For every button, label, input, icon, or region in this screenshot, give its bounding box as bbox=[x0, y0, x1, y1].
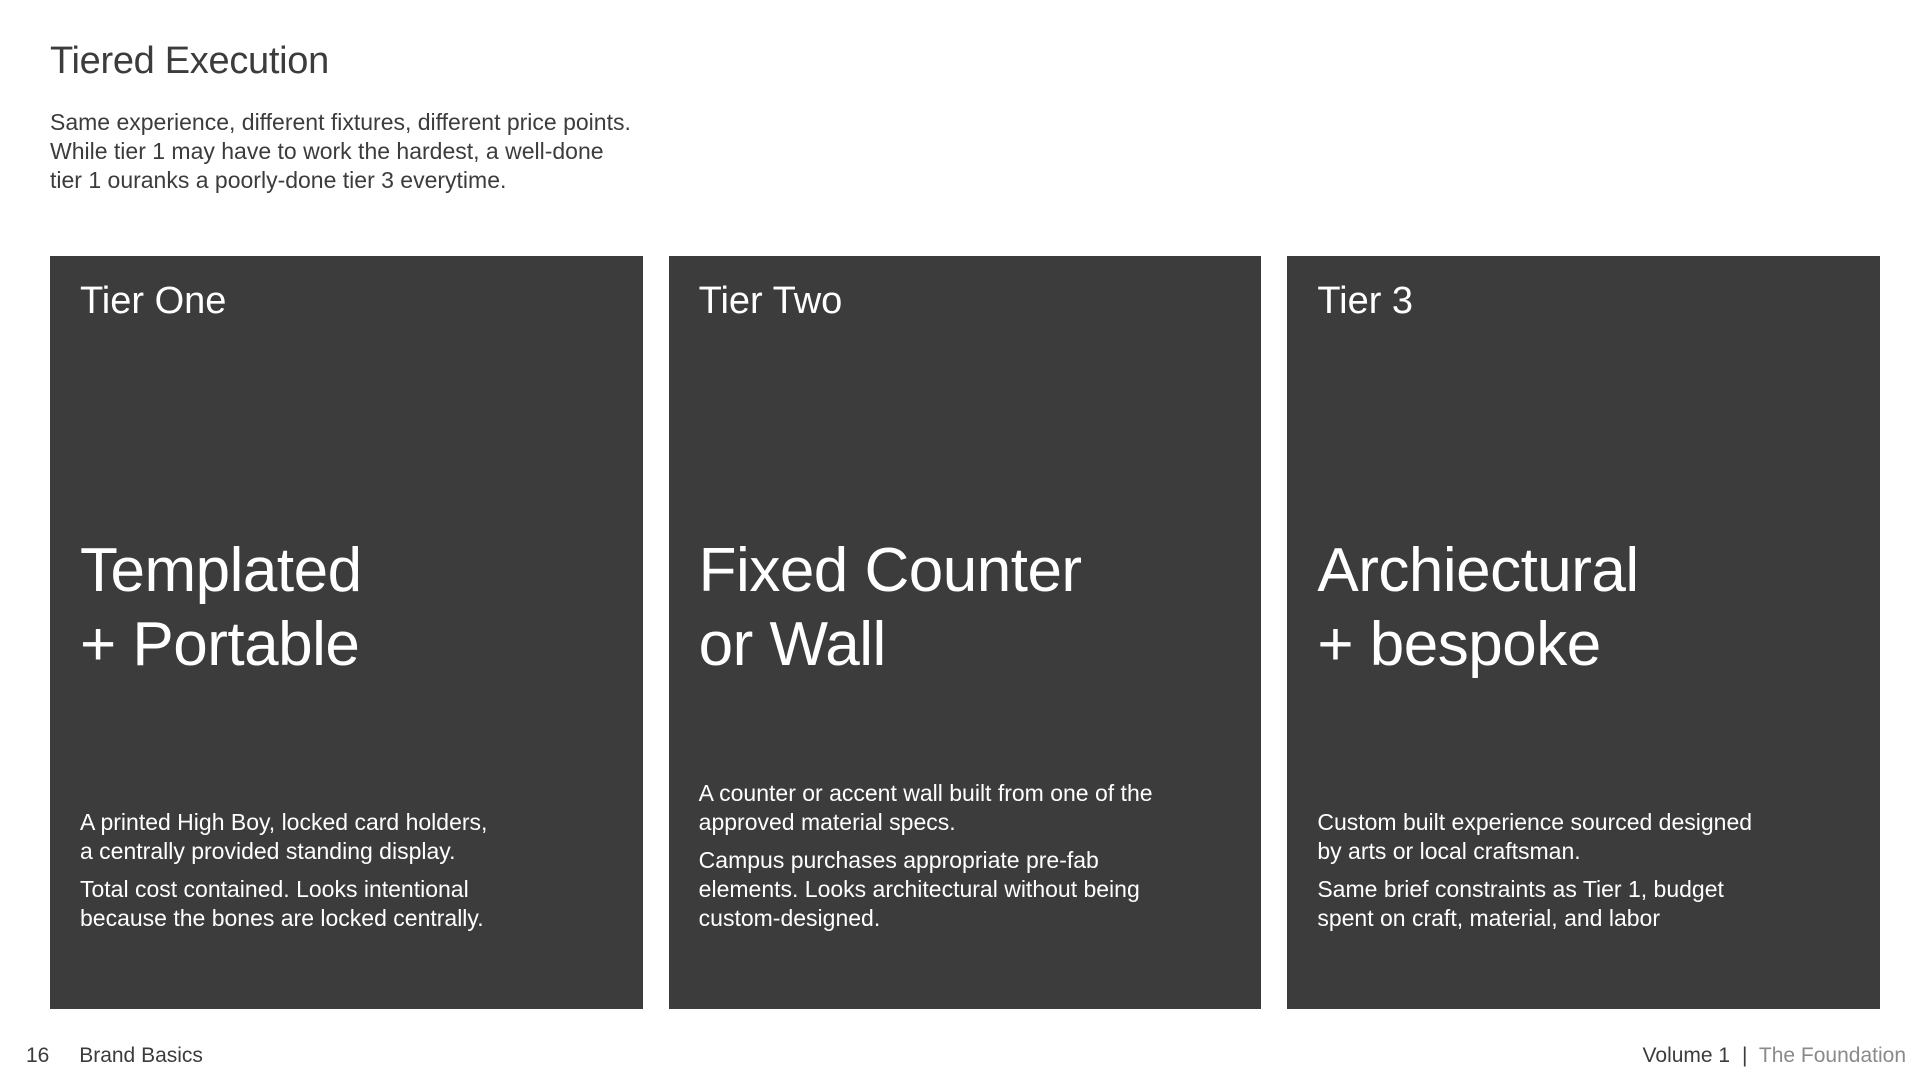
tier-card-two bbox=[669, 256, 1262, 1009]
tier-description bbox=[80, 808, 619, 933]
footer-right bbox=[1643, 1044, 1906, 1068]
tier-description bbox=[1317, 808, 1856, 933]
footer-separator: | bbox=[1741, 1044, 1748, 1067]
tier-paragraph bbox=[1317, 808, 1856, 866]
tier-headline-line: + bespoke bbox=[1317, 610, 1601, 679]
intro-text bbox=[50, 108, 690, 195]
footer-left bbox=[26, 1044, 203, 1068]
tier-headline-line: Archiectural bbox=[1317, 536, 1639, 605]
section-name: Brand Basics bbox=[79, 1044, 203, 1067]
page-title: Tiered Execution bbox=[50, 40, 329, 82]
tier-paragraph bbox=[699, 779, 1238, 837]
tier-paragraph-line: elements. Looks architectural without being bbox=[698, 876, 1140, 902]
tier-paragraph-line: spent on craft, material, and labor bbox=[1317, 905, 1660, 931]
page-number: 16 bbox=[26, 1044, 50, 1067]
tier-paragraph-line: custom-designed. bbox=[698, 905, 881, 931]
tier-description bbox=[699, 779, 1238, 933]
tier-cards bbox=[50, 256, 1880, 1009]
tier-headline-line: + Portable bbox=[80, 610, 360, 679]
tier-paragraph-line: A counter or accent wall built from one of the bbox=[698, 780, 1153, 806]
volume-label: Volume 1 bbox=[1642, 1044, 1731, 1067]
tier-headline-line: Fixed Counter bbox=[698, 536, 1082, 605]
tier-paragraph bbox=[80, 875, 619, 933]
volume-subtitle: The Foundation bbox=[1758, 1044, 1906, 1067]
tier-card-three bbox=[1287, 256, 1880, 1009]
tier-headline bbox=[80, 534, 362, 682]
tier-paragraph bbox=[699, 846, 1238, 933]
tier-label: Tier Two bbox=[698, 280, 843, 322]
tier-paragraph-line: Same brief constraints as Tier 1, budget bbox=[1317, 876, 1724, 902]
tier-paragraph-line: by arts or local craftsman. bbox=[1317, 838, 1581, 864]
intro-line: While tier 1 may have to work the hardest, a well-done bbox=[50, 138, 604, 164]
tier-headline bbox=[1317, 534, 1638, 682]
tier-paragraph-line: a centrally provided standing display. bbox=[80, 838, 456, 864]
tier-card-one bbox=[50, 256, 643, 1009]
tier-paragraph-line: Total cost contained. Looks intentional bbox=[80, 876, 469, 902]
intro-line: Same experience, different fixtures, different price points. bbox=[50, 109, 631, 135]
tier-paragraph-line: because the bones are locked centrally. bbox=[80, 905, 484, 931]
tier-paragraph-line: approved material specs. bbox=[698, 809, 956, 835]
tier-headline-line: Templated bbox=[80, 536, 362, 605]
tier-label: Tier 3 bbox=[1317, 280, 1414, 322]
intro-line: tier 1 ouranks a poorly-done tier 3 everytime. bbox=[50, 167, 507, 193]
tier-label: Tier One bbox=[80, 280, 227, 322]
tier-paragraph bbox=[80, 808, 619, 866]
tier-headline-line: or Wall bbox=[698, 610, 886, 679]
tier-headline bbox=[699, 534, 1082, 682]
tier-paragraph-line: Campus purchases appropriate pre-fab bbox=[698, 847, 1099, 873]
tier-paragraph bbox=[1317, 875, 1856, 933]
tier-paragraph-line: A printed High Boy, locked card holders, bbox=[80, 809, 488, 835]
tier-paragraph-line: Custom built experience sourced designed bbox=[1317, 809, 1753, 835]
